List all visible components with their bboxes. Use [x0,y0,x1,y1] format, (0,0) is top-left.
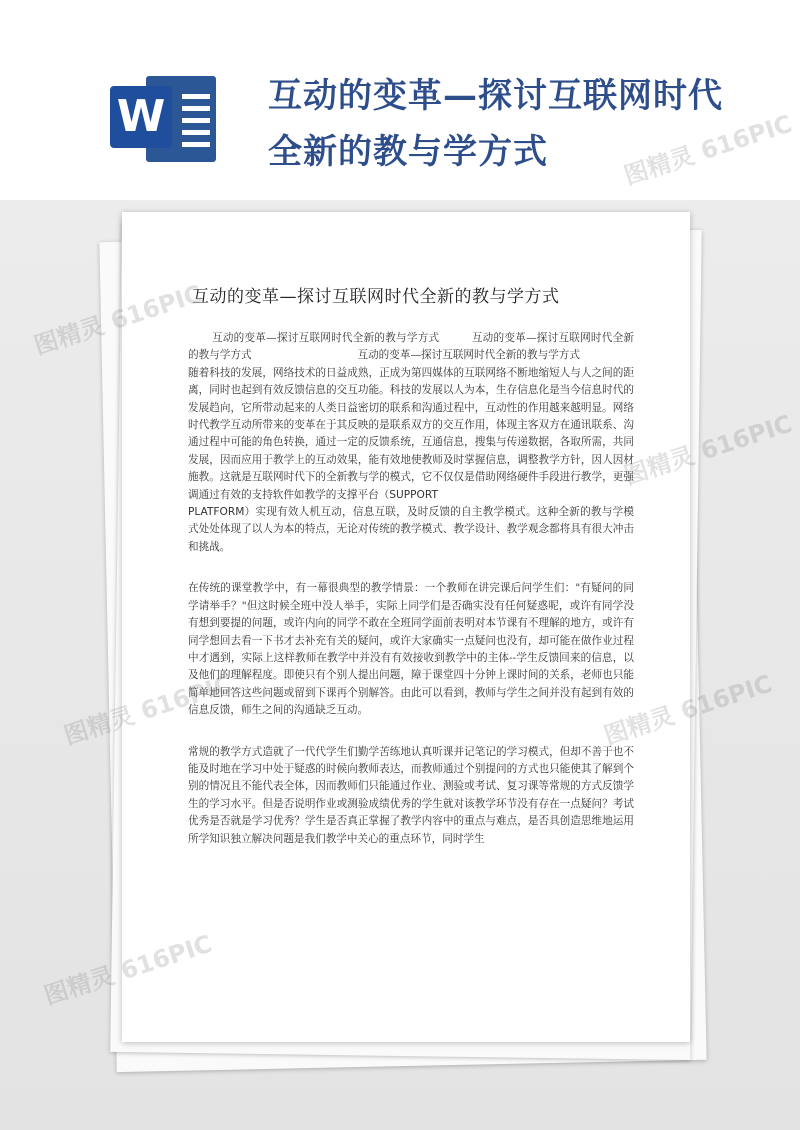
support-text: SUPPORT [389,488,438,501]
header-title-line1: 互动的变革—探讨互联网时代 [268,76,723,116]
word-line [182,142,210,147]
word-line [182,94,210,99]
document-body [188,330,634,848]
paragraph-3: 常规的教学方式造就了一代代学生们勤学苦练地认真听课并记笔记的学习模式，但却不善于也不能及时地在学习中处于疑惑的时候向教师表达，而教师通过个别提问的方式也只能使其了解到个别的情况且不能代表全体，因而教师们只能通过作业、测验或考试、复习课等常规的方式反馈学生的学习水平。但是否说明作业或测验成绩优秀的学生就对该教学环节没有存在一点疑问？考试优秀是否就是学习优秀？学生是否真正掌握了教学内容中的重点与难点，是否具创造思维地运用所学知识独立解决问题是我们教学中关心的重点环节，同时学生 [188,745,634,845]
paragraph-1-text-a: 随着科技的发展，网络技术的日益成熟，正成为第四媒体的互联网络不断地缩短人与人之间的距离，同时也起到有效反馈信息的交互功能。科技的发展以人为本，生存信息化是当今信息时代的发展趋向，它所带动起来的人类日益密切的联系和沟通过程中，互动性的作用越来越明显。网络时代教学互动所带来的变革在于其反映的是联系双方的交互作用，体现主客双方在通讯联系、沟通过程中可能的角色转换，通过一定的反馈系统，互通信息，搜集与传递数据，各取所需，共同发展，因而应用于教学上的互动效果，能有效地使教师及时掌握信息，调整教学方针，因人因材施教。这就是互联网时代下的全新教与学的模式，它不仅仅是借助网络硬件手段进行教学，更强调通过有效的支持软件如教学的支撑平台（ [188,366,634,501]
header-title-line2: 全新的教与学方式 [268,132,548,172]
paragraph-1 [188,365,634,556]
word-line [182,130,210,135]
document-page [122,212,690,1042]
watermark: 图精灵 616PIC [60,669,236,751]
paragraph-gap [188,720,634,744]
word-w-badge: W [110,86,172,148]
watermark: 图精灵 616PIC [40,929,216,1011]
watermark: 图精灵 616PIC [620,109,796,191]
document-title: 互动的变革—探讨互联网时代全新的教与学方式 [192,287,560,307]
platform-text: PLATFORM [188,506,245,519]
paragraph-gap [188,556,634,580]
watermark: 图精灵 616PIC [30,279,206,361]
word-line [182,118,210,123]
word-line [182,106,210,111]
intro-paragraph: 互动的变革—探讨互联网时代全新的教与学方式 互动的变革—探讨互联网时代全新的教与学方式 互动的变革—探讨互联网时代全新的教与学方式 [188,332,634,362]
word-document-icon [110,70,220,170]
watermark: 图精灵 616PIC [620,409,796,491]
watermark: 图精灵 616PIC [600,669,776,751]
paragraph-1-text-b: ）实现有效人机互动，信息互联，及时反馈的自主教学模式。这种全新的教与学模式处处体现了以人为本的特点，无论对传统的教学模式、教学设计、教学观念都将具有很大冲击和挑战。 [188,506,634,553]
paragraph-2: 在传统的课堂教学中，有一幕很典型的教学情景：一个教师在讲完课后问学生们："有疑问的同学请举手？"但这时候全班中没人举手，实际上同学们是否确实没有任何疑惑呢，或许有同学没有想到要提的问题，或许内向的同学不敢在全班同学面前表明对本节课有不理解的地方，或许有同学想回去看一下书才去补充有关的疑问，或许大家确实一点疑问也没有，却可能在做作业过程中才遇到，实际上这样教师在教学中并没有有效接收到教学中的主体--学生反馈回来的信息，以及他们的理解程度。即使只有个别人提出问题，障于课堂四十分钟上课时间的关系，老师也只能简单地回答这些问题或留到下课再个别解答。由此可以看到，教师与学生之间并没有起到有效的信息反馈，师生之间的沟通缺乏互动。 [188,582,634,717]
